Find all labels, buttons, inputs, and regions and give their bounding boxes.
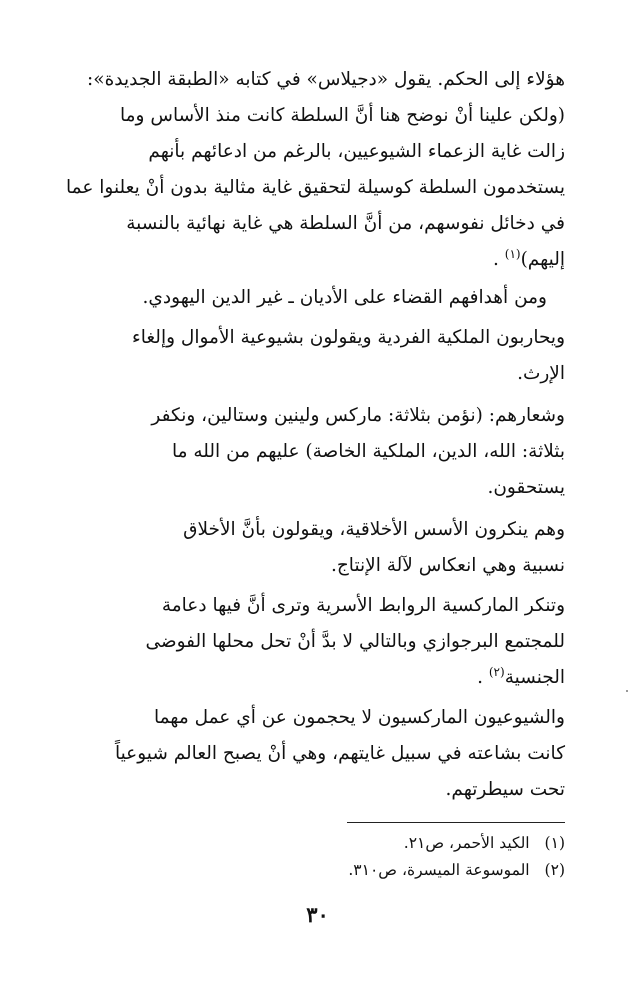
paragraph-2 xyxy=(36,280,547,316)
footnote-number: (٢) xyxy=(544,861,565,879)
line-text: إليهم) xyxy=(520,249,565,270)
text-line: وشعارهم: (نؤمن بثلاثة: ماركس ولينين وستالين، ونكفر xyxy=(151,405,565,426)
footnote-ref-2: (٢) xyxy=(488,664,505,679)
text-line: الإرث. xyxy=(517,363,565,384)
scan-speck xyxy=(626,690,628,692)
text-line: للمجتمع البرجوازي وبالتالي لا بدَّ أنْ تحل محلها الفوضى xyxy=(145,631,565,652)
text-line: وهم ينكرون الأسس الأخلاقية، ويقولون بأنَّ الأخلاق xyxy=(183,519,565,540)
text-line: بثلاثة: الله، الدين، الملكية الخاصة) عليهم من الله ما xyxy=(171,441,565,462)
paragraph-6 xyxy=(36,588,565,696)
footnote-text: الكيد الأحمر، ص٢١. xyxy=(403,834,530,852)
line-text: الجنسية xyxy=(504,667,565,688)
text-line: كانت بشاعته في سبيل غايتهم، وهي أنْ يصبح العالم شيوعياً xyxy=(114,743,565,764)
footnote-2 xyxy=(165,857,565,884)
footnote-number: (١) xyxy=(544,834,565,852)
paragraph-1 xyxy=(36,62,565,278)
text-line: وتنكر الماركسية الروابط الأسرية وترى أنَّ فيها دعامة xyxy=(161,595,565,616)
text-line: ومن أهدافهم القضاء على الأديان ـ غير الدين اليهودي. xyxy=(142,287,547,308)
paragraph-7 xyxy=(36,700,565,808)
text-line: في دخائل نفوسهم، من أنَّ السلطة هي غاية نهائية بالنسبة xyxy=(126,213,565,234)
footnote-divider xyxy=(347,822,565,823)
page-number: ٣٠ xyxy=(306,902,329,927)
text-line: زالت غاية الزعماء الشيوعيين، بالرغم من ادعائهم بأنهم xyxy=(148,141,565,162)
text-line xyxy=(36,242,565,278)
paragraph-5 xyxy=(36,512,565,584)
text-line: تحت سيطرتهم. xyxy=(445,779,565,800)
text-line: والشيوعيون الماركسيون لا يحجمون عن أي عمل مهما xyxy=(153,707,565,728)
paragraph-3 xyxy=(36,320,565,392)
line-end: . xyxy=(492,249,505,270)
text-line: هؤلاء إلى الحكم. يقول «دجيلاس» في كتابه «الطبقة الجديدة»: xyxy=(87,69,565,90)
text-line: ويحاربون الملكية الفردية ويقولون بشيوعية الأموال وإلغاء xyxy=(132,327,565,348)
text-line: نسبية وهي انعكاس لآلة الإنتاج. xyxy=(330,555,565,576)
text-line: يستخدمون السلطة كوسيلة لتحقيق غاية مثالية بدون أنْ يعلنوا عما xyxy=(66,177,565,198)
text-line xyxy=(36,660,565,696)
text-line: يستحقون. xyxy=(487,477,565,498)
footnotes xyxy=(165,830,565,884)
text-line: (ولكن علينا أنْ نوضح هنا أنَّ السلطة كانت منذ الأساس وما xyxy=(120,105,565,126)
footnote-1 xyxy=(165,830,565,857)
footnote-ref-1: (١) xyxy=(504,246,521,261)
line-end: . xyxy=(477,667,489,688)
footnote-text: الموسوعة الميسرة، ص٣١٠. xyxy=(348,861,530,879)
paragraph-4 xyxy=(36,398,565,506)
